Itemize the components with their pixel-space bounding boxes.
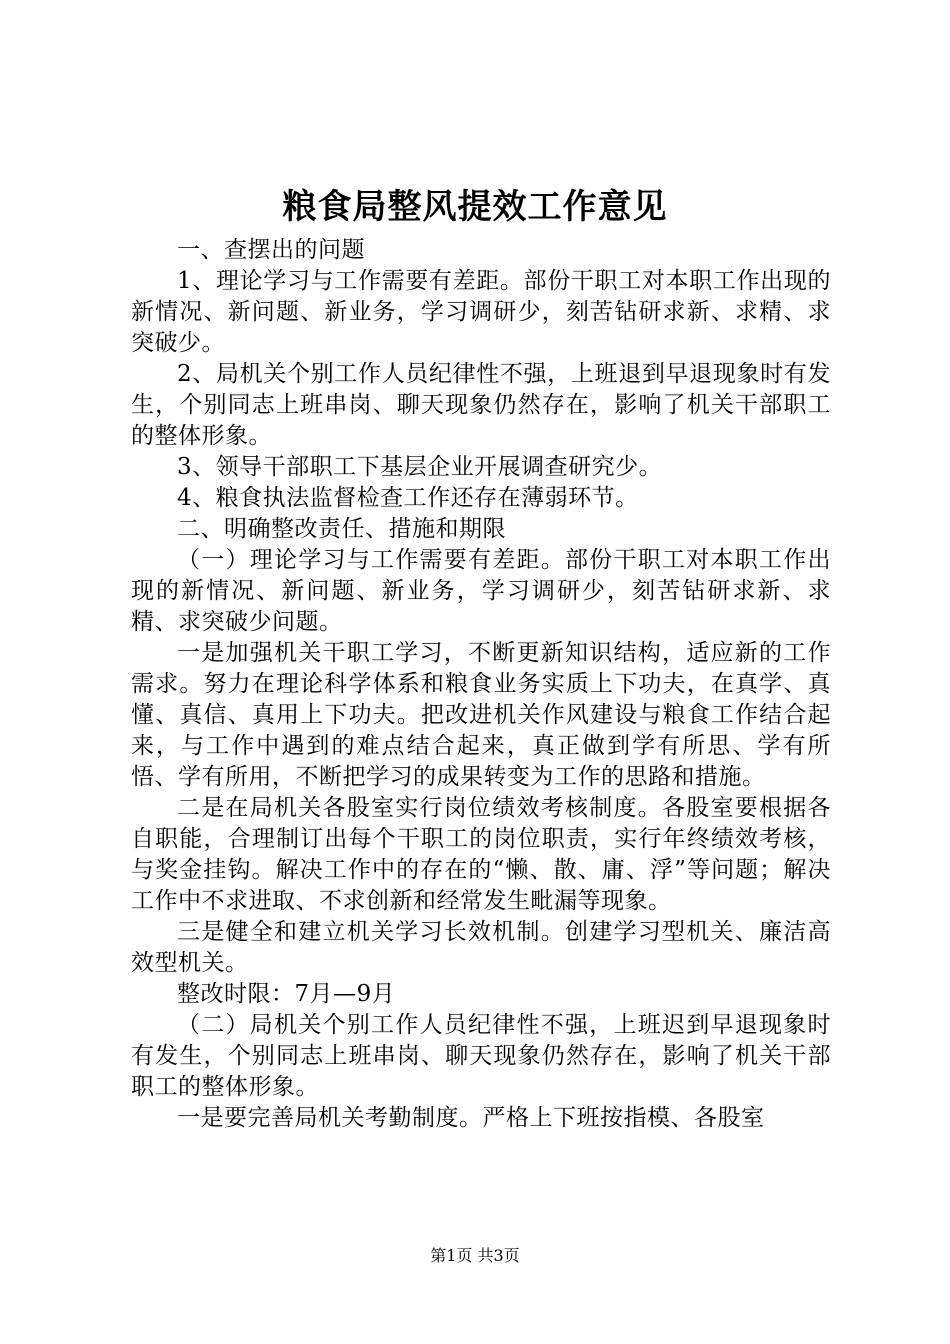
paragraph-problem-3: 3、领导干部职工下基层企业开展调查研究少。: [177, 454, 663, 480]
paragraph-problem-1: 1、理论学习与工作需要有差距。部份干职工对本职工作出现的新情况、新问题、新业务，学习调研少，刻苦钻研求新、求精、求突破少。: [131, 268, 831, 356]
section-heading-problems: 一、查摆出的问题: [177, 237, 365, 263]
section-heading-rectification: 二、明确整改责任、措施和期限: [177, 516, 506, 542]
paragraph-item-2: （二）局机关个别工作人员纪律性不强，上班迟到早退现象时有发生，个别同志上班串岗、聊天现象仍然存在，影响了机关干部职工的整体形象。: [131, 1012, 831, 1100]
paragraph-measure-1: 一是加强机关干职工学习，不断更新知识结构，适应新的工作需求。努力在理论科学体系和粮食业务实质上下功夫，在真学、真懂、真信、真用上下功夫。把改进机关作风建设与粮食工作结合起来，与工作中遇到的难点结合起来，真正做到学有所思、学有所悟、学有所用，不断把学习的成果转变为工作的思路和措施。: [131, 640, 831, 790]
paragraph-deadline: 整改时限：7月—9月: [177, 981, 396, 1007]
document-title: 粮食局整风提效工作意见: [282, 187, 668, 227]
paragraph-measure-attendance: 一是要完善局机关考勤制度。严格上下班按指模、各股室: [177, 1105, 765, 1131]
paragraph-measure-2: 二是在局机关各股室实行岗位绩效考核制度。各股室要根据各自职能，合理制订出每个干职工的岗位职责，实行年终绩效考核，与奖金挂钩。解决工作中的存在的“懒、散、庸、浮”等问题；解决工作中不求进取、不求创新和经常发生毗漏等现象。: [131, 795, 831, 914]
page-footer: 第1页 共3页: [430, 1246, 520, 1265]
document-body: [131, 235, 831, 1134]
paragraph-measure-3: 三是健全和建立机关学习长效机制。创建学习型机关、廉洁高效型机关。: [131, 919, 831, 976]
paragraph-problem-4: 4、粮食执法监督检查工作还存在薄弱环节。: [177, 485, 639, 511]
paragraph-problem-2: 2、局机关个别工作人员纪律性不强，上班退到早退现象时有发生，个别同志上班串岗、聊天现象仍然存在，影响了机关干部职工的整体形象。: [131, 361, 831, 449]
paragraph-item-1: （一）理论学习与工作需要有差距。部份干职工对本职工作出现的新情况、新问题、新业务，学习调研少，刻苦钻研求新、求精、求突破少问题。: [131, 547, 831, 635]
